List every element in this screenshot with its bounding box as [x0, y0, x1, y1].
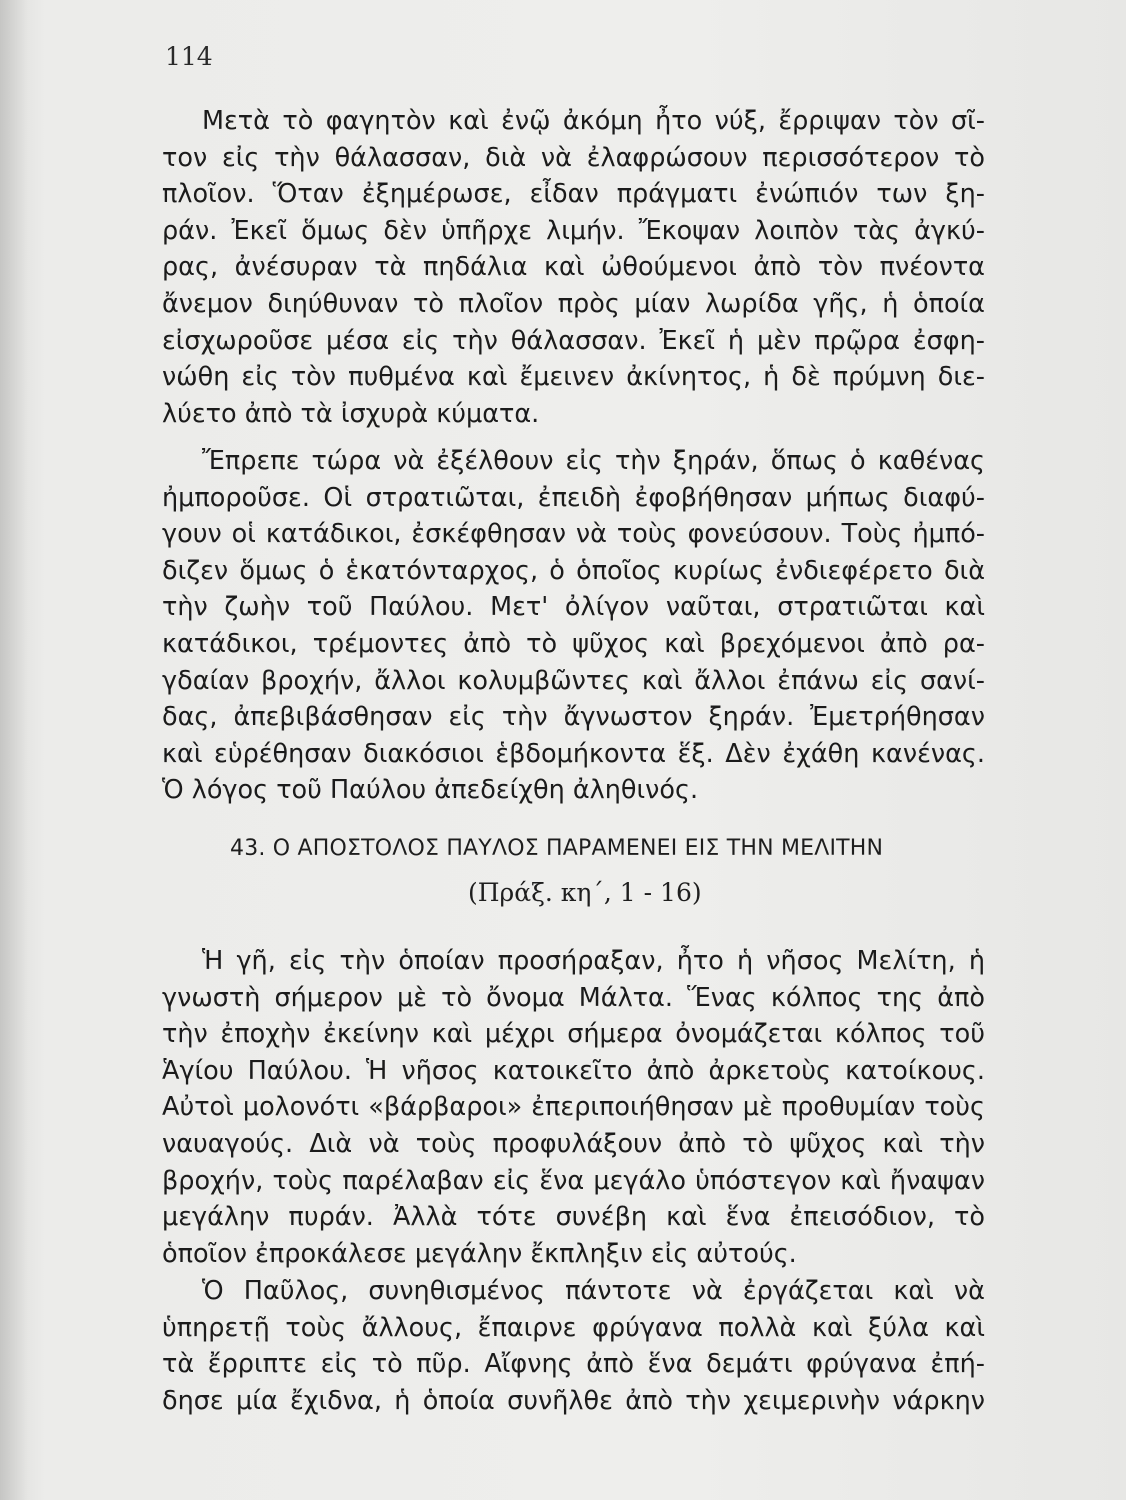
paragraph-1	[162, 103, 985, 432]
section-heading: 43. Ο ΑΠΟΣΤΟΛΟΣ ΠΑΥΛΟΣ ΠΑΡΑΜΕΝΕΙ ΕΙΣ ΤΗΝ ΜΕΛΙΤΗΝ	[230, 836, 884, 861]
text-line: ὁποῖον ἐπροκάλεσε μεγάλην ἔκπληξιν εἰς αὐτούς.	[162, 1238, 797, 1269]
text-line: γνωστὴ σήμερον μὲ τὸ ὄνομα Μάλτα. Ἕνας κόλπος της ἀπὸ	[162, 982, 985, 1013]
text-line: Ἡ γῆ, εἰς τὴν ὁποίαν προσήραξαν, ἦτο ἡ νῆσος Μελίτη, ἡ	[202, 946, 985, 976]
text-line: τὴν ζωὴν τοῦ Παύλου. Μετ' ὀλίγον ναῦται, στρατιῶται καὶ	[162, 592, 985, 623]
text-line: γουν οἱ κατάδικοι, ἐσκέφθησαν νὰ τοὺς φονεύσουν. Τοὺς ἠμπό-	[162, 519, 985, 550]
text-line: νώθη εἰς τὸν πυθμένα καὶ ἔμεινεν ἀκίνητος, ἡ δὲ πρύμνη διε-	[162, 362, 985, 393]
text-line: Αὐτοὶ μολονότι «βάρβαροι» ἐπεριποιήθησαν μὲ προθυμίαν τοὺς	[162, 1092, 985, 1123]
text-line: εἰσχωροῦσε μέσα εἰς τὴν θάλασσαν. Ἐκεῖ ἡ μὲν πρῷρα ἐσφη-	[162, 325, 985, 356]
text-line: τὴν ἐποχὴν ἐκείνην καὶ μέχρι σήμερα ὀνομάζεται κόλπος τοῦ	[162, 1019, 985, 1050]
text-line: κατάδικοι, τρέμοντες ἀπὸ τὸ ψῦχος καὶ βρεχόμενοι ἀπὸ ρα-	[162, 628, 985, 659]
text-line: καὶ εὑρέθησαν διακόσιοι ἑβδομήκοντα ἕξ. Δὲν ἐχάθη κανένας.	[162, 738, 985, 769]
text-line: δας, ἀπεβιβάσθησαν εἰς τὴν ἄγνωστον ξηράν. Ἐμετρήθησαν	[162, 702, 985, 733]
text-line: Ὁ Παῦλος, συνηθισμένος πάντοτε νὰ ἐργάζεται καὶ νὰ	[202, 1276, 985, 1306]
text-line: βροχήν, τοὺς παρέλαβαν εἰς ἕνα μεγάλο ὑπόστεγον καὶ ἤναψαν	[162, 1165, 985, 1196]
text-line: δησε μία ἔχιδνα, ἡ ὁποία συνῆλθε ἀπὸ τὴν χειμερινὴν νάρκην	[162, 1385, 985, 1416]
text-line: Ἁγίου Παύλου. Ἡ νῆσος κατοικεῖτο ἀπὸ ἀρκετοὺς κατοίκους.	[162, 1055, 985, 1086]
paragraph-4	[162, 1273, 985, 1419]
text-line: διζεν ὅμως ὁ ἑκατόνταρχος, ὁ ὁποῖος κυρίως ἐνδιεφέρετο διὰ	[162, 555, 985, 586]
text-line: Ἔπρεπε τώρα νὰ ἐξέλθουν εἰς τὴν ξηράν, ὅπως ὁ καθένας	[202, 446, 985, 476]
text-line: μεγάλην πυράν. Ἀλλὰ τότε συνέβη καὶ ἕνα ἐπεισόδιον, τὸ	[162, 1202, 985, 1233]
scripture-reference: (Πράξ. κη΄, 1 - 16)	[468, 878, 702, 907]
text-line: ὑπηρετῇ τοὺς ἄλλους, ἔπαιρνε φρύγανα πολλὰ καὶ ξύλα καὶ	[162, 1312, 985, 1343]
text-line: γδαίαν βροχήν, ἄλλοι κολυμβῶντες καὶ ἄλλοι ἐπάνω εἰς σανί-	[162, 665, 985, 696]
text-line: τον εἰς τὴν θάλασσαν, διὰ νὰ ἐλαφρώσουν περισσότερον τὸ	[162, 142, 985, 173]
text-line: τὰ ἔρριπτε εἰς τὸ πῦρ. Αἴφνης ἀπὸ ἕνα δεμάτι φρύγανα ἐπή-	[162, 1349, 985, 1380]
binding-shadow	[0, 0, 28, 1500]
paragraph-3	[162, 943, 985, 1272]
text-line: ράν. Ἐκεῖ ὅμως δὲν ὑπῆρχε λιμήν. Ἔκοψαν λοιπὸν τὰς ἀγκύ-	[162, 215, 985, 246]
text-line: ἠμποροῦσε. Οἱ στρατιῶται, ἐπειδὴ ἐφοβήθησαν μήπως διαφύ-	[162, 482, 985, 513]
text-line: λύετο ἀπὸ τὰ ἰσχυρὰ κύματα.	[162, 398, 540, 429]
text-line: ναυαγούς. Διὰ νὰ τοὺς προφυλάξουν ἀπὸ τὸ ψῦχος καὶ τὴν	[162, 1128, 985, 1159]
text-line: πλοῖον. Ὅταν ἐξημέρωσε, εἶδαν πράγματι ἐνώπιόν των ξη-	[162, 179, 985, 210]
text-line: Ὁ λόγος τοῦ Παύλου ἀπεδείχθη ἀληθινός.	[162, 775, 699, 806]
page-number: 114	[165, 42, 213, 71]
text-line: ἄνεμον διηύθυναν τὸ πλοῖον πρὸς μίαν λωρίδα γῆς, ἡ ὁποία	[162, 288, 985, 319]
text-line: Μετὰ τὸ φαγητὸν καὶ ἐνῷ ἀκόμη ἦτο νύξ, ἔρριψαν τὸν σῖ-	[202, 106, 985, 136]
paragraph-2	[162, 443, 985, 809]
text-line: ρας, ἀνέσυραν τὰ πηδάλια καὶ ὠθούμενοι ἀπὸ τὸν πνέοντα	[162, 252, 985, 283]
